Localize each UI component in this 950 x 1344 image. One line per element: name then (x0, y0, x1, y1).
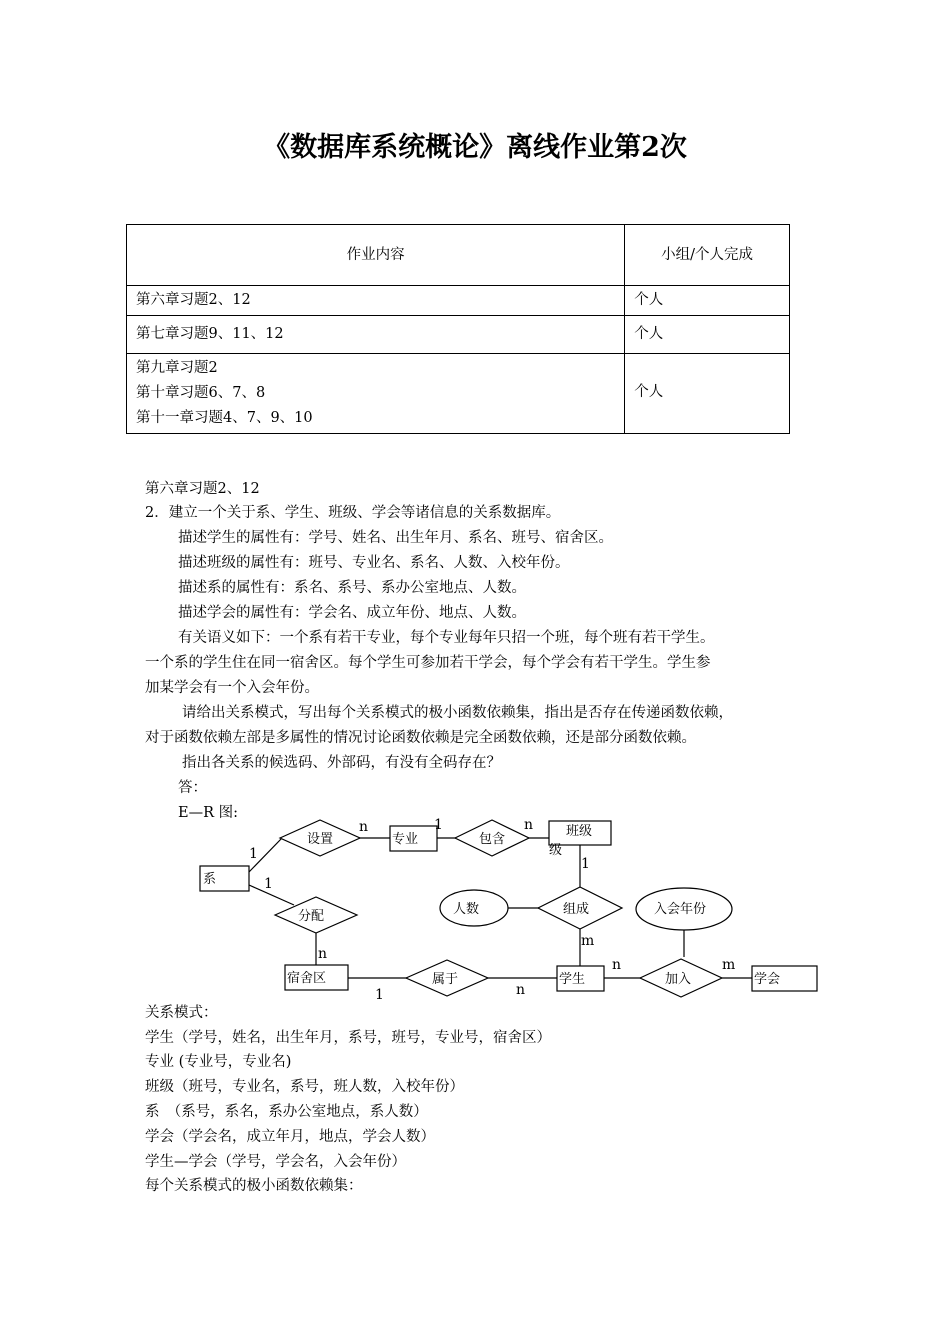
relation-schema: 学生（学号，姓名，出生年月，系号，班号，专业号，宿舍区） (145, 1030, 551, 1046)
cardinality: n (359, 819, 369, 835)
relationship-join (640, 959, 722, 997)
relation-schema: 学生—学会（学号，学会名，入会年份） (145, 1154, 406, 1170)
cardinality: n (612, 957, 622, 973)
cardinality: 1 (581, 856, 590, 872)
paragraph: 对于函数依赖左部是多属性的情况讨论函数依赖是完全函数依赖，还是部分函数依赖。 (145, 730, 696, 746)
fd-heading: 每个关系模式的极小函数依赖集： (145, 1178, 363, 1194)
relation-schema: 系 （系号，系名，系办公室地点，系人数） (145, 1104, 428, 1120)
relationship-contain (455, 820, 529, 856)
row-content: 第七章习题9、11、12 (127, 316, 625, 354)
entity-label: 宿舍区 (287, 971, 327, 986)
entity-society (752, 966, 817, 991)
row-content: 第九章习题2 第十章习题6、7、8 第十一章习题4、7、9、10 (127, 354, 625, 434)
entity-label-overflow: 级 (549, 843, 563, 858)
relation-schema: 班级（班号，专业名，系号，班人数，入校年份） (145, 1079, 464, 1095)
cardinality: n (516, 982, 526, 998)
header-content: 作业内容 (127, 225, 625, 286)
attribute-count (440, 890, 508, 926)
cardinality: 1 (264, 876, 273, 892)
document-title: 《数据库系统概论》离线作业第2次 (263, 132, 687, 163)
entity-label: 学生 (559, 972, 586, 987)
entity-dorm (285, 965, 348, 990)
row-mode: 个人 (625, 354, 790, 434)
paragraph: 描述系的属性有：系名、系号、系办公室地点、人数。 (178, 580, 526, 596)
entity-label: 系 (203, 872, 217, 887)
entity-student (557, 966, 604, 991)
relations-heading: 关系模式： (145, 1005, 218, 1021)
er-label: E—R 图: (178, 805, 238, 821)
cardinality: 1 (434, 817, 443, 833)
paragraph: 加某学会有一个入会年份。 (145, 680, 319, 696)
attribute-join-year (636, 888, 732, 930)
cardinality: 1 (249, 846, 258, 862)
paragraph: 一个系的学生住在同一宿舍区。每个学生可参加若干学会，每个学会有若干学生。学生参 (145, 655, 711, 671)
paragraph: 有关语义如下：一个系有若干专业，每个专业每年只招一个班，每个班有若干学生。 (178, 630, 715, 646)
relationship-setup (280, 820, 360, 856)
relationship-label: 组成 (562, 902, 590, 917)
relationship-label: 加入 (664, 972, 692, 987)
header-mode: 小组/个人完成 (625, 225, 790, 286)
relation-schema: 专业 (专业号，专业名) (145, 1054, 292, 1070)
relationship-label: 设置 (306, 832, 334, 847)
cardinality: n (524, 817, 534, 833)
entity-major (390, 826, 437, 851)
entity-dept (200, 866, 249, 891)
row-mode: 个人 (625, 316, 790, 354)
entity-label: 专业 (392, 832, 419, 847)
question-text: 2．建立一个关于系、学生、班级、学会等诸信息的关系数据库。 (145, 505, 561, 521)
paragraph: 指出各关系的候选码、外部码，有没有全码存在？ (182, 755, 501, 771)
section-heading: 第六章习题2、12 (145, 481, 260, 497)
attribute-label: 人数 (452, 902, 480, 917)
paragraph: 描述学生的属性有：学号、姓名、出生年月、系名、班号、宿舍区。 (178, 530, 613, 546)
relationship-belong (406, 960, 488, 996)
cardinality: 1 (375, 987, 384, 1003)
relationship-label: 分配 (297, 909, 325, 924)
cardinality: m (722, 957, 736, 973)
cardinality: n (318, 946, 328, 962)
cardinality: m (581, 933, 595, 949)
paragraph: 请给出关系模式，写出每个关系模式的极小函数依赖集，指出是否存在传递函数依赖， (182, 705, 733, 721)
row-mode: 个人 (625, 286, 790, 316)
relation-schema: 学会（学会名，成立年月，地点，学会人数） (145, 1129, 435, 1145)
paragraph: 描述班级的属性有：班号、专业名、系名、人数、入校年份。 (178, 555, 570, 571)
row-content: 第六章习题2、12 (127, 286, 625, 316)
paragraph: 描述学会的属性有：学会名、成立年份、地点、人数。 (178, 605, 526, 621)
entity-label: 班级 (566, 824, 593, 839)
answer-label: 答： (178, 780, 207, 796)
entity-label: 学会 (754, 972, 781, 987)
attribute-label: 入会年份 (653, 902, 707, 917)
relationship-compose (538, 887, 622, 929)
relationship-label: 属于 (431, 972, 459, 987)
relationship-label: 包含 (478, 832, 506, 847)
